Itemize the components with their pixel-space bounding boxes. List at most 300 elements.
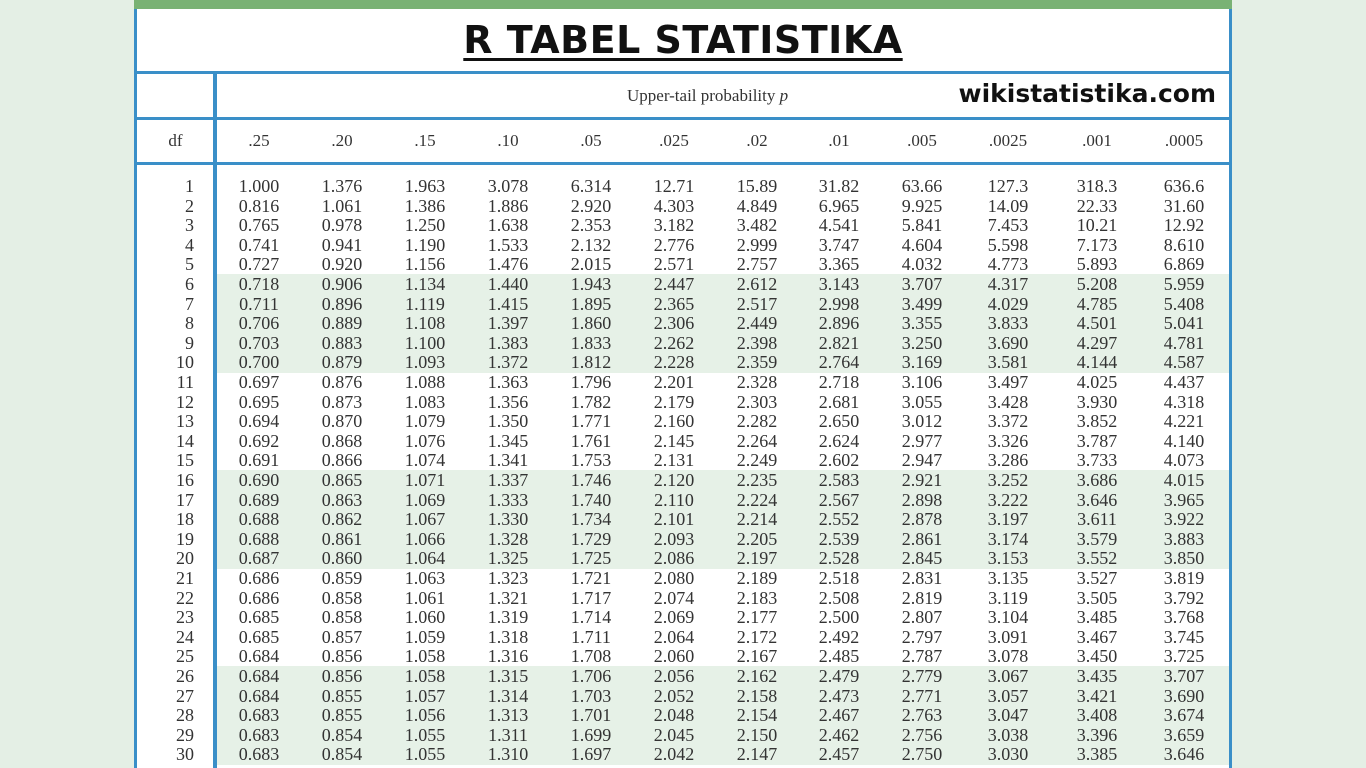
column-header: .15: [414, 131, 436, 150]
table-row: [134, 687, 1232, 707]
value-cell: 2.763: [901, 705, 943, 726]
value-cell: 2.485: [818, 646, 860, 667]
value-cell: 3.467: [1076, 626, 1118, 647]
value-cell: 0.700: [238, 352, 280, 373]
value-cell: 3.143: [818, 274, 860, 294]
value-cell: 0.816: [238, 195, 280, 216]
value-cell: 0.695: [238, 391, 280, 412]
value-cell: 1.134: [404, 274, 446, 294]
value-cell: 0.854: [321, 724, 363, 745]
value-cell: 3.078: [487, 176, 529, 196]
value-cell: 2.214: [736, 509, 778, 530]
value-cell: 3.792: [1163, 587, 1205, 608]
value-cell: 2.771: [901, 685, 943, 706]
value-cell: 3.119: [988, 587, 1028, 608]
df-cell: 7: [185, 293, 194, 314]
value-cell: 3.408: [1076, 705, 1118, 726]
value-cell: 2.567: [818, 489, 860, 510]
value-cell: 3.659: [1163, 724, 1205, 745]
value-cell: 0.765: [238, 215, 280, 236]
value-cell: 1.415: [487, 293, 529, 314]
value-cell: 2.467: [818, 705, 860, 726]
value-cell: 1.345: [487, 430, 529, 451]
value-cell: 1.714: [570, 607, 612, 628]
value-cell: 1.721: [570, 568, 612, 588]
value-cell: 0.689: [238, 489, 280, 510]
value-cell: 0.684: [238, 685, 280, 706]
value-cell: 1.895: [570, 293, 612, 314]
value-cell: 4.785: [1076, 293, 1118, 314]
table-row: [134, 530, 1232, 550]
value-cell: 4.318: [1163, 391, 1205, 412]
table-row: [134, 667, 1232, 687]
column-header: .25: [248, 131, 270, 150]
value-cell: 2.947: [901, 450, 943, 471]
value-cell: 3.581: [987, 352, 1029, 373]
table-row: [134, 647, 1232, 667]
value-cell: 2.779: [901, 666, 943, 686]
value-cell: 4.773: [987, 254, 1029, 275]
value-cell: 0.688: [238, 528, 280, 549]
value-cell: 2.517: [736, 293, 778, 314]
table-row: [134, 628, 1232, 648]
value-cell: 1.943: [570, 274, 612, 294]
value-cell: 3.745: [1163, 626, 1205, 647]
table-row: [134, 745, 1232, 765]
value-cell: 1.311: [488, 724, 528, 745]
value-cell: 4.781: [1163, 332, 1205, 353]
value-cell: 3.252: [987, 470, 1029, 490]
value-cell: 2.069: [653, 607, 695, 628]
df-cell: 13: [176, 411, 194, 432]
value-cell: 2.518: [818, 568, 860, 588]
value-cell: 2.249: [736, 450, 778, 471]
value-cell: 2.189: [736, 568, 778, 588]
table-row: [134, 275, 1232, 295]
value-cell: 5.841: [901, 215, 943, 236]
value-cell: 2.492: [818, 626, 860, 647]
value-cell: 1.725: [570, 548, 612, 569]
value-cell: 1.476: [487, 254, 529, 275]
value-cell: 3.707: [901, 274, 943, 294]
value-cell: 0.711: [239, 293, 279, 314]
value-cell: 2.132: [570, 234, 612, 255]
value-cell: 1.703: [570, 685, 612, 706]
value-cell: 4.587: [1163, 352, 1205, 373]
value-cell: 0.868: [321, 430, 363, 451]
value-cell: 2.831: [901, 568, 943, 588]
value-cell: 4.144: [1076, 352, 1118, 373]
value-cell: 1.323: [487, 568, 529, 588]
value-cell: 3.030: [987, 744, 1029, 765]
value-cell: 2.160: [653, 411, 695, 432]
value-cell: 2.999: [736, 234, 778, 255]
value-cell: 0.858: [321, 607, 363, 628]
value-cell: 3.707: [1163, 666, 1205, 686]
value-cell: 2.898: [901, 489, 943, 510]
rule-top: [134, 71, 1232, 74]
df-cell: 30: [176, 744, 194, 765]
table-row: [134, 491, 1232, 511]
value-cell: 2.787: [901, 646, 943, 667]
value-cell: 2.365: [653, 293, 695, 314]
value-cell: 0.863: [321, 489, 363, 510]
value-cell: 2.056: [653, 666, 695, 686]
value-cell: 2.896: [818, 313, 860, 334]
value-cell: 2.224: [736, 489, 778, 510]
value-cell: 9.925: [901, 195, 943, 216]
table-row: [134, 589, 1232, 609]
df-cell: 20: [176, 548, 194, 569]
value-cell: 3.222: [987, 489, 1029, 510]
value-cell: 4.604: [901, 234, 943, 255]
value-cell: 1.363: [487, 372, 529, 392]
df-cell: 19: [176, 528, 194, 549]
value-cell: 0.687: [238, 548, 280, 569]
df-cell: 24: [176, 626, 194, 647]
value-cell: 0.906: [321, 274, 363, 294]
value-cell: 3.922: [1163, 509, 1205, 530]
value-cell: 0.690: [238, 470, 280, 490]
value-cell: 0.684: [238, 666, 280, 686]
value-cell: 0.697: [238, 372, 280, 392]
value-cell: 0.862: [321, 509, 363, 530]
value-cell: 5.208: [1076, 274, 1118, 294]
site-watermark: wikistatistika.com: [958, 79, 1216, 108]
table-row: [134, 393, 1232, 413]
value-cell: 14.09: [987, 195, 1029, 216]
column-header: .10: [497, 131, 519, 150]
df-cell: 1: [185, 176, 194, 196]
value-cell: 0.854: [321, 744, 363, 765]
value-cell: 1.100: [404, 332, 446, 353]
value-cell: 4.501: [1076, 313, 1118, 334]
value-cell: 1.638: [487, 215, 529, 236]
value-cell: 2.045: [653, 724, 695, 745]
value-cell: 3.819: [1163, 568, 1205, 588]
top-accent-bar: [134, 0, 1232, 9]
value-cell: 1.699: [570, 724, 612, 745]
value-cell: 2.447: [653, 274, 695, 294]
value-cell: 1.059: [404, 626, 446, 647]
value-cell: 0.685: [238, 607, 280, 628]
value-cell: 1.066: [404, 528, 446, 549]
value-cell: 1.313: [487, 705, 529, 726]
column-header: .025: [659, 131, 689, 150]
value-cell: 1.319: [487, 607, 529, 628]
value-cell: 0.920: [321, 254, 363, 275]
value-cell: 5.893: [1076, 254, 1118, 275]
value-cell: 2.921: [901, 470, 943, 490]
value-cell: 31.60: [1163, 195, 1205, 216]
value-cell: 0.703: [238, 332, 280, 353]
value-cell: 3.646: [1163, 744, 1205, 765]
value-cell: 1.069: [404, 489, 446, 510]
value-cell: 1.156: [404, 254, 446, 275]
value-cell: 1.310: [487, 744, 529, 765]
value-cell: 0.856: [321, 666, 363, 686]
value-cell: 2.145: [653, 430, 695, 451]
value-cell: 2.080: [653, 568, 695, 588]
table-row: [134, 549, 1232, 569]
value-cell: 1.119: [405, 293, 445, 314]
value-cell: 2.718: [818, 372, 860, 392]
table-row: [134, 255, 1232, 275]
value-cell: 3.067: [987, 666, 1029, 686]
table-row: [134, 412, 1232, 432]
value-cell: 2.861: [901, 528, 943, 549]
value-cell: 0.876: [321, 372, 363, 392]
value-cell: 2.571: [653, 254, 695, 275]
value-cell: 3.365: [818, 254, 860, 275]
table-row: [134, 373, 1232, 393]
value-cell: 1.083: [404, 391, 446, 412]
value-cell: 0.896: [321, 293, 363, 314]
value-cell: 3.930: [1076, 391, 1118, 412]
value-cell: 2.457: [818, 744, 860, 765]
column-header: .0005: [1164, 131, 1204, 150]
table-row: [134, 236, 1232, 256]
value-cell: 2.282: [736, 411, 778, 432]
value-cell: 1.330: [487, 509, 529, 530]
value-cell: 1.761: [570, 430, 612, 451]
value-cell: 2.750: [901, 744, 943, 765]
value-cell: 1.706: [570, 666, 612, 686]
value-cell: 1.063: [404, 568, 446, 588]
df-cell: 10: [176, 352, 194, 373]
value-cell: 0.683: [238, 744, 280, 765]
value-cell: 3.385: [1076, 744, 1118, 765]
df-cell: 11: [176, 372, 194, 392]
value-cell: 2.197: [736, 548, 778, 569]
probability-label: [627, 86, 788, 106]
value-cell: 2.147: [736, 744, 778, 765]
value-cell: 2.328: [736, 372, 778, 392]
value-cell: 0.684: [238, 646, 280, 667]
value-cell: 0.883: [321, 332, 363, 353]
value-cell: 3.965: [1163, 489, 1205, 510]
value-cell: 0.856: [321, 646, 363, 667]
value-cell: 4.437: [1163, 372, 1205, 392]
value-cell: 3.747: [818, 234, 860, 255]
value-cell: 1.061: [404, 587, 446, 608]
value-cell: 2.074: [653, 587, 695, 608]
value-cell: 0.741: [238, 234, 280, 255]
value-cell: 3.038: [987, 724, 1029, 745]
value-cell: 6.869: [1163, 254, 1205, 275]
value-cell: 0.688: [238, 509, 280, 530]
df-cell: 3: [185, 215, 194, 236]
value-cell: 2.757: [736, 254, 778, 275]
value-cell: 1.314: [487, 685, 529, 706]
probability-variable: p: [779, 86, 789, 105]
value-cell: 1.250: [404, 215, 446, 236]
value-cell: 2.228: [653, 352, 695, 373]
value-cell: 1.341: [487, 450, 529, 471]
table-row: [134, 569, 1232, 589]
value-cell: 5.959: [1163, 274, 1205, 294]
value-cell: 2.042: [653, 744, 695, 765]
value-cell: 2.539: [818, 528, 860, 549]
value-cell: 3.182: [653, 215, 695, 236]
value-cell: 4.849: [736, 195, 778, 216]
value-cell: 1.701: [570, 705, 612, 726]
value-cell: 2.154: [736, 705, 778, 726]
value-cell: 0.866: [321, 450, 363, 471]
value-cell: 2.845: [901, 548, 943, 569]
value-cell: 2.093: [653, 528, 695, 549]
value-cell: 2.235: [736, 470, 778, 490]
value-cell: 1.321: [487, 587, 529, 608]
value-cell: 3.428: [987, 391, 1029, 412]
df-cell: 9: [185, 332, 194, 353]
value-cell: 1.076: [404, 430, 446, 451]
df-cell: 5: [185, 254, 194, 275]
value-cell: 2.060: [653, 646, 695, 667]
value-cell: 0.691: [238, 450, 280, 471]
value-cell: 2.756: [901, 724, 943, 745]
value-cell: 3.286: [987, 450, 1029, 471]
value-cell: 3.197: [987, 509, 1029, 530]
value-cell: 2.552: [818, 509, 860, 530]
value-cell: 5.408: [1163, 293, 1205, 314]
value-cell: 1.088: [404, 372, 446, 392]
value-cell: 2.681: [818, 391, 860, 412]
page-title: R TABEL STATISTIKA: [463, 18, 903, 62]
value-cell: 4.025: [1076, 372, 1118, 392]
value-cell: 0.889: [321, 313, 363, 334]
value-cell: 2.473: [818, 685, 860, 706]
df-cell: 28: [176, 705, 194, 726]
value-cell: 2.131: [653, 450, 695, 471]
value-cell: 1.333: [487, 489, 529, 510]
table-row: [134, 314, 1232, 334]
value-cell: 3.174: [987, 528, 1029, 549]
value-cell: 4.541: [818, 215, 860, 236]
column-header: .20: [331, 131, 353, 150]
value-cell: 2.479: [818, 666, 860, 686]
df-cell: 8: [185, 313, 194, 334]
value-cell: 2.998: [818, 293, 860, 314]
value-cell: 1.383: [487, 332, 529, 353]
value-cell: 3.012: [901, 411, 943, 432]
value-cell: 0.855: [321, 705, 363, 726]
column-header: .01: [828, 131, 850, 150]
value-cell: 2.158: [736, 685, 778, 706]
table-row: [134, 353, 1232, 373]
value-cell: 0.718: [238, 274, 280, 294]
value-cell: 1.963: [404, 176, 446, 196]
value-cell: 2.508: [818, 587, 860, 608]
value-cell: 3.091: [987, 626, 1029, 647]
value-cell: 1.057: [404, 685, 446, 706]
df-cell: 2: [185, 195, 194, 216]
df-cell: 26: [176, 666, 194, 686]
value-cell: 2.500: [818, 607, 860, 628]
value-cell: 1.079: [404, 411, 446, 432]
table-row: [134, 197, 1232, 217]
value-cell: 2.150: [736, 724, 778, 745]
df-cell: 22: [176, 587, 194, 608]
value-cell: 0.706: [238, 313, 280, 334]
value-cell: 2.264: [736, 430, 778, 451]
value-cell: 15.89: [736, 176, 778, 196]
value-cell: 7.453: [987, 215, 1029, 236]
value-cell: 1.056: [404, 705, 446, 726]
value-cell: 3.883: [1163, 528, 1205, 549]
value-cell: 1.325: [487, 548, 529, 569]
value-cell: 0.941: [321, 234, 363, 255]
value-cell: 1.397: [487, 313, 529, 334]
value-cell: 2.528: [818, 548, 860, 569]
value-cell: 1.886: [487, 195, 529, 216]
value-cell: 2.086: [653, 548, 695, 569]
df-cell: 17: [176, 489, 194, 510]
value-cell: 8.610: [1163, 234, 1205, 255]
value-cell: 3.104: [987, 607, 1029, 628]
value-cell: 1.782: [570, 391, 612, 412]
value-cell: 1.060: [404, 607, 446, 628]
column-header: .05: [580, 131, 602, 150]
table-row: [134, 608, 1232, 628]
value-cell: 12.92: [1163, 215, 1205, 236]
value-cell: 2.977: [901, 430, 943, 451]
value-cell: 0.861: [321, 528, 363, 549]
value-cell: 1.316: [487, 646, 529, 667]
value-cell: 1.697: [570, 744, 612, 765]
value-cell: 3.153: [987, 548, 1029, 569]
value-cell: 3.485: [1076, 607, 1118, 628]
value-cell: 3.250: [901, 332, 943, 353]
column-header: .001: [1082, 131, 1112, 150]
value-cell: 2.650: [818, 411, 860, 432]
value-cell: 1.071: [404, 470, 446, 490]
rule-header-bottom: [134, 162, 1232, 165]
value-cell: 1.337: [487, 470, 529, 490]
table-row: [134, 432, 1232, 452]
value-cell: 0.683: [238, 705, 280, 726]
value-cell: 1.055: [404, 724, 446, 745]
value-cell: 3.497: [987, 372, 1029, 392]
df-cell: 23: [176, 607, 194, 628]
value-cell: 2.183: [736, 587, 778, 608]
df-cell: 18: [176, 509, 194, 530]
column-header: .005: [907, 131, 937, 150]
value-cell: 1.356: [487, 391, 529, 412]
value-cell: 3.372: [987, 411, 1029, 432]
table-row: [134, 177, 1232, 197]
value-cell: 3.733: [1076, 450, 1118, 471]
table-row: [134, 510, 1232, 530]
value-cell: 0.686: [238, 587, 280, 608]
value-cell: 1.000: [238, 176, 280, 196]
value-cell: 1.055: [404, 744, 446, 765]
value-cell: 1.812: [570, 352, 612, 373]
column-header: .0025: [988, 131, 1028, 150]
value-cell: 3.169: [901, 352, 943, 373]
value-cell: 3.135: [987, 568, 1029, 588]
value-cell: 3.435: [1076, 666, 1118, 686]
value-cell: 1.746: [570, 470, 612, 490]
value-cell: 1.833: [570, 332, 612, 353]
table-row: [134, 334, 1232, 354]
value-cell: 2.262: [653, 332, 695, 353]
value-cell: 0.865: [321, 470, 363, 490]
value-cell: 1.740: [570, 489, 612, 510]
value-cell: 1.067: [404, 509, 446, 530]
value-cell: 0.858: [321, 587, 363, 608]
value-cell: 1.372: [487, 352, 529, 373]
